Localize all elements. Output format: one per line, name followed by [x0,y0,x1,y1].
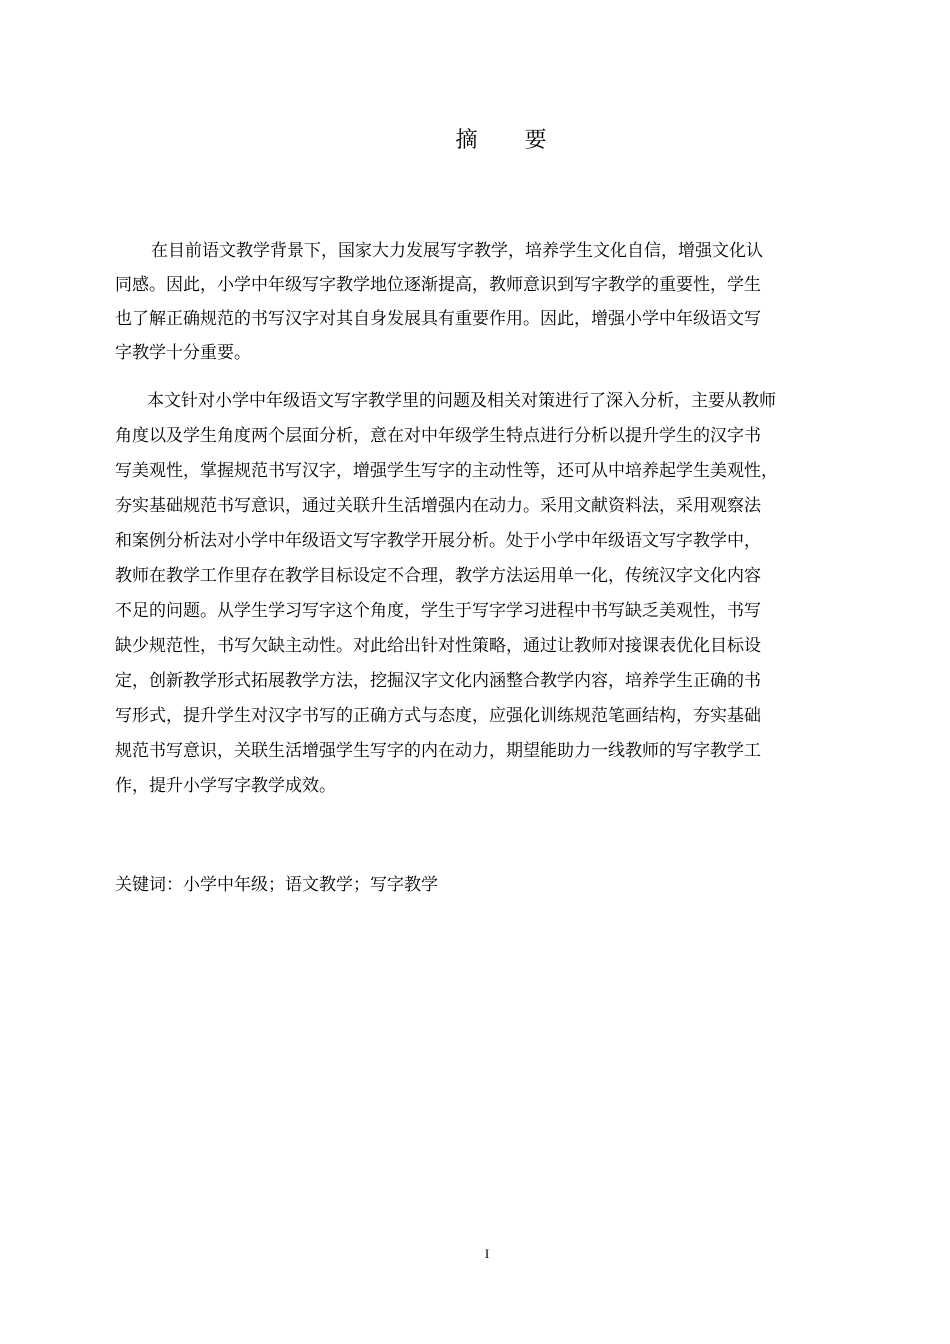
paragraph-2-line-5: 和案例分析法对小学中年级语文写字教学开展分析。处于小学中年级语文写字教学中， [115,531,761,551]
page-title: 摘 要 [455,128,567,153]
keywords-value: 小学中年级；语文教学；写字教学 [183,875,438,895]
paragraph-2-line-11: 规范书写意识，关联生活增强学生写字的内在动力，期望能助力一线教师的写字教学工 [115,741,761,761]
paragraph-2-line-2: 角度以及学生角度两个层面分析，意在对中年级学生特点进行分析以提升学生的汉字书 [115,426,761,446]
paragraph-2-line-9: 定，创新教学形式拓展教学方法，挖掘汉字文化内涵整合教学内容，培养学生正确的书 [115,671,761,691]
page-number: I [484,1246,490,1261]
paragraph-2-line-12: 作，提升小学写字教学成效。 [115,776,336,796]
keywords-label: 关键词： [115,875,183,895]
paragraph-2-line-3: 写美观性，掌握规范书写汉字，增强学生写字的主动性等，还可从中培养起学生美观性， [115,461,778,481]
paragraph-2-line-4: 夯实基础规范书写意识，通过关联升生活增强内在动力。采用文献资料法，采用观察法 [115,496,761,516]
paragraph-1-line-1: 在目前语文教学背景下，国家大力发展写字教学，培养学生文化自信，增强文化认 [151,241,763,261]
paragraph-2-line-10: 写形式，提升学生对汉字书写的正确方式与态度，应强化训练规范笔画结构，夯实基础 [115,706,761,726]
paragraph-2-line-1: 本文针对小学中年级语文写字教学里的问题及相关对策进行了深入分析，主要从教师 [147,391,776,411]
paragraph-1-line-3: 也了解正确规范的书写汉字对其自身发展具有重要作用。因此，增强小学中年级语文写 [115,309,761,329]
paragraph-2-line-7: 不足的问题。从学生学习写字这个角度，学生于写字学习进程中书写缺乏美观性，书写 [115,601,761,621]
paragraph-2-line-6: 教师在教学工作里存在教学目标设定不合理，教学方法运用单一化，传统汉字文化内容 [115,566,761,586]
paragraph-2-line-8: 缺少规范性，书写欠缺主动性。对此给出针对性策略，通过让教师对接课表优化目标设 [115,636,761,656]
paragraph-1-line-2: 同感。因此，小学中年级写字教学地位逐渐提高，教师意识到写字教学的重要性，学生 [115,275,761,295]
paragraph-1-line-4: 字教学十分重要。 [115,343,251,363]
keywords [115,868,438,902]
